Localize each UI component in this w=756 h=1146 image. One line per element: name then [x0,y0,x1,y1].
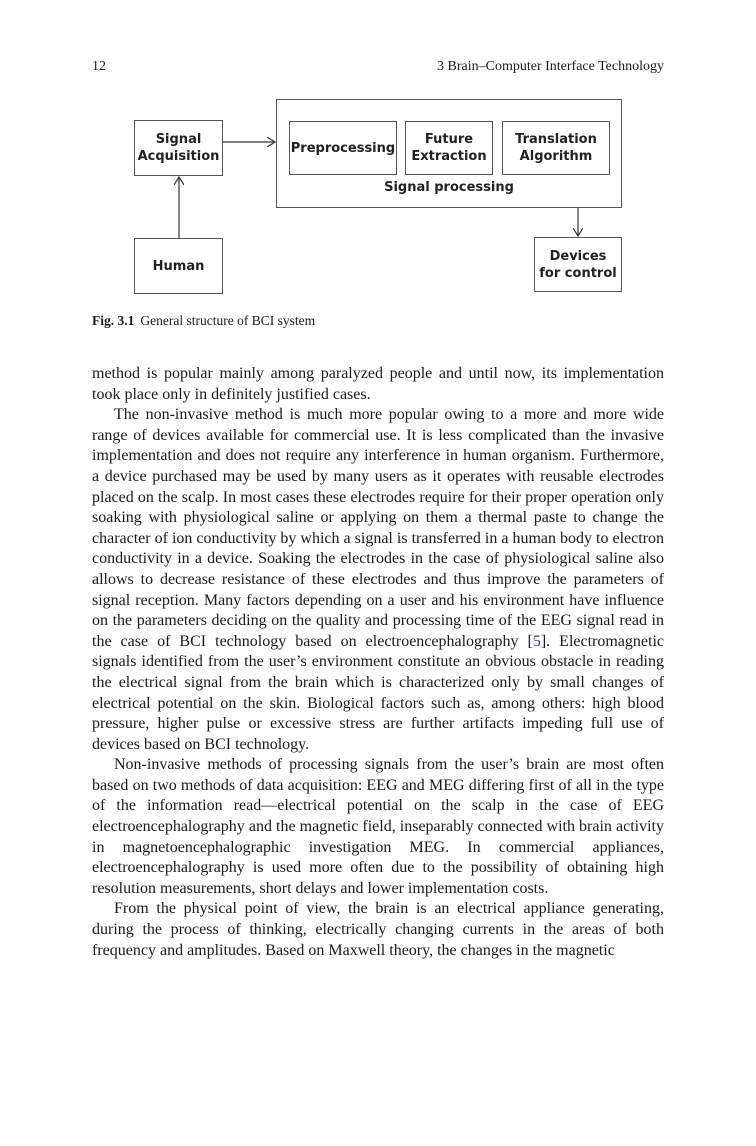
running-title: 3 Brain–Computer Interface Technology [437,59,664,74]
page-number: 12 [92,59,106,74]
figure-caption [92,313,315,329]
paragraph-3: Non-invasive methods of processing signals from the user’s brain are most often based on two methods of data acquisition: EEG and MEG differing first of all in the type of the information read—electrical potential on the scalp in the case of EEG electroencephalography and the magnetic field, inseparably connected with brain activity in magnetoencephalographic investigation MEG. In commercial appliances, electroencephalography is used more often due to the possibility of obtaining high resolution measurements, short delays and lower implementation costs. [92,756,664,897]
paragraph-2 [92,405,664,755]
bci-structure-figure [0,0,756,320]
paragraph-2-text-a: The non-invasive method is much more popular owing to a more and more wide range of devices available for commercial use. It is less complicated than the invasive implementation and does not require any interference in human organism. Furthermore, a device purchased may be used by many users as it operates with reusable electrodes placed on the scalp. In most cases these electrodes require for their proper operation only soaking with physiological saline or applying on them a thermal paste to change the character of ion conductivity by which a signal is transferred in a human body to electron conductivity in a device. Soaking the electrodes in the case of physiological saline also allows to decrease resistance of these electrodes and thus improve the parameters of signal reception. Many factors depending on a user and his environment have influence on the parameters deciding on the quality and processing time of the EEG signal read in the case of BCI technology based on electroencephalography [ [92,406,664,650]
body-text [92,364,664,961]
translation-algorithm-box: Translation Algorithm [502,121,610,175]
future-extraction-box: Future Extraction [405,121,493,175]
citation-link[interactable]: 5 [532,632,541,650]
figure-number: Fig. 3.1 [92,313,135,328]
figure-caption-text: General structure of BCI system [140,313,316,328]
human-box: Human [134,238,223,294]
paragraph-2-text-b: ]. Electromagnetic signals identified from the user’s environment constitute an obvious obstacle in reading the electrical signal from the brain which is characterized only by small changes of electrical potential on the skin. Biological factors such as, among others: high blood pressure, higher pulse or excessive stress are further artifacts impeding full use of devices based on BCI technology. [92,632,665,753]
paragraph-4: From the physical point of view, the brain is an electrical appliance generating, during the process of thinking, electrically changing currents in the areas of both frequency and amplitudes. Based on Maxwell theory, the changes in the magnetic [92,900,664,959]
devices-for-control-box: Devices for control [534,237,622,292]
signal-processing-label: Signal processing [384,180,514,195]
preprocessing-box: Preprocessing [289,121,397,175]
paragraph-1: method is popular mainly among paralyzed people and until now, its implementation took place only in definitely justified cases. [92,365,664,403]
signal-acquisition-box: Signal Acquisition [134,120,223,176]
